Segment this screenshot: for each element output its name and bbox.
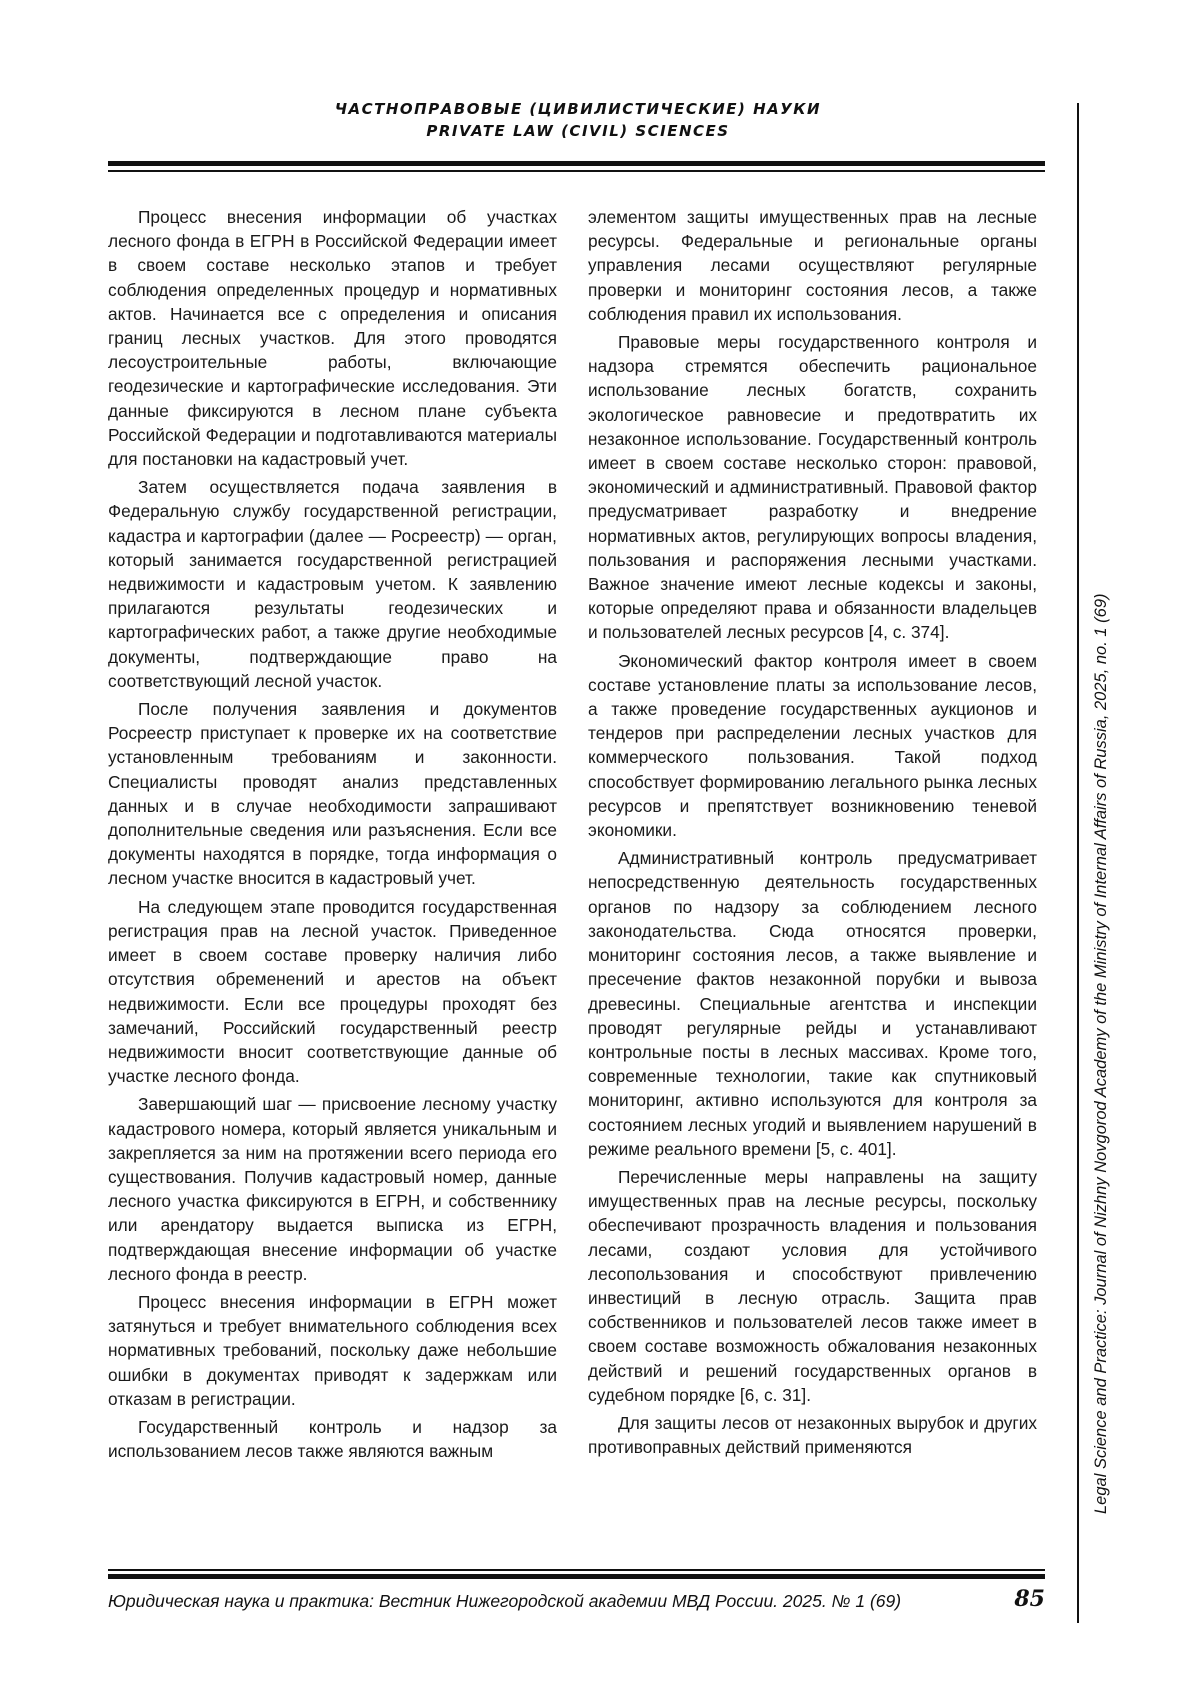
paragraph: На следующем этапе проводится государственная регистрация прав на лесной участок. Приведенное имеет в своем составе проверку наличия либо отсутствия обременений и арестов на объект недвижимости. Если все процедуры проходят без замечаний, Российский государственный реестр недвижимости вносит соответствующие данные об участке лесного фонда. (108, 896, 557, 1087)
paragraph: Административный контроль предусматривает непосредственную деятельность государственных органов по надзору за соблюдением лесного законодательства. Сюда относятся проверки, мониторинг состояния лесов, а также выявление и пресечение фактов незаконной порубки и вывоза древесины. Специальные агентства и инспекции проводят регулярные рейды и устанавливают контрольные посты в лесных массивах. Кроме того, современные технологии, такие как спутниковый мониторинг, активно используются для контроля за состоянием лесных угодий и выявлением нарушений в режиме реального времени [5, с. 401]. (588, 848, 1037, 1159)
right-text-column (588, 205, 1037, 1555)
paragraph: Экономический фактор контроля имеет в своем составе установление платы за использование лесов, а также проведение государственных аукционов и тендеров при распределении лесных участков для коммерческого пользования. Такой подход способствует формированию легального рынка лесных ресурсов и препятствует возникновению теневой экономики. (588, 650, 1037, 841)
left-text-column (108, 205, 557, 1555)
paragraph: После получения заявления и документов Росреестр приступает к проверке их на соответствие установленным требованиям и законности. Специалисты проводят анализ представленных данных и в случае необходимости запрашивают дополнительные сведения или разъяснения. Если все документы находятся в порядке, тогда информация о лесном участке вносится в кадастровый учет. (108, 699, 557, 889)
footer-journal-name: Юридическая наука и практика: Вестник Нижегородской академии МВД России. 2025. № 1 (69) (108, 1591, 902, 1611)
section-title-en: PRIVATE LAW (CIVIL) SCIENCES (426, 122, 730, 140)
paragraph: Процесс внесения информации в ЕГРН может затянуться и требует внимательного соблюдения всех нормативных требований, поскольку даже небольшие ошибки в документах приводят к задержкам или отказам в регистрации. (108, 1291, 557, 1409)
section-title-ru: ЧАСТНОПРАВОВЫЕ (ЦИВИЛИСТИЧЕСКИЕ) НАУКИ (334, 100, 822, 118)
paragraph: Завершающий шаг — присвоение лесному участку кадастрового номера, который является уникальным и закрепляется за ним на протяжении всего периода его существования. Получив кадастровый номер, данные лесного участка фиксируются в ЕГРН, и собственнику или арендатору выдается выписка из ЕГРН, подтверждающая внесение информации об участке лесного фонда в реестр. (108, 1094, 557, 1284)
page-number: 85 (1014, 1586, 1045, 1612)
paragraph: Затем осуществляется подача заявления в Федеральную службу государственной регистрации, кадастра и картографии (далее — Росреестр) — орган, который занимается государственной регистрацией недвижимости и кадастровым учетом. К заявлению прилагаются результаты геодезических и картографических работ, а также другие необходимые документы, подтверждающие право на соответствующий лесной участок. (108, 477, 557, 691)
side-vertical-rule (1077, 103, 1079, 1623)
side-journal-title: Legal Science and Practice: Journal of Nizhny Novgorod Academy of the Ministry of Internal Affairs of Russia, 2025, no. 1 (69) (1092, 593, 1110, 1514)
header-rule-thin (108, 170, 1045, 172)
paragraph: Процесс внесения информации об участках лесного фонда в ЕГРН в Российской Федерации имеет в своем составе несколько этапов и требует соблюдения определенных процедур и нормативных актов. Начинается все с определения и описания границ лесных участков. Для этого проводятся лесоустроительные работы, включающие геодезические и картографические исследования. Эти данные фиксируются в лесном плане субъекта Российской Федерации и подготавливаются материалы для постановки на кадастровый учет. (108, 207, 557, 470)
header-rule-thick (108, 161, 1045, 166)
paragraph: Перечисленные меры направлены на защиту имущественных прав на лесные ресурсы, поскольку обеспечивают прозрачность владения и пользования лесами, создают условия для устойчивого лесопользования и способствуют привлечению инвестиций в лесную отрасль. Защита прав собственников и пользователей лесов также имеет в своем составе возможность обжалования незаконных действий и решений государственных органов в судебном порядке [6, с. 31]. (588, 1166, 1037, 1405)
paragraph-continuation: элементом защиты имущественных прав на лесные ресурсы. Федеральные и региональные органы управления лесами осуществляют регулярные проверки и мониторинг состояния лесов, а также соблюдения правил их использования. (588, 207, 1037, 324)
paragraph: Государственный контроль и надзор за использованием лесов также являются важным (108, 1416, 557, 1462)
footer-rule-thick (108, 1574, 1045, 1579)
paragraph: Для защиты лесов от незаконных вырубок и других противоправных действий применяются (588, 1412, 1037, 1458)
paragraph: Правовые меры государственного контроля и надзора стремятся обеспечить рациональное использование лесных богатств, сохранить экологическое равновесие и предотвратить их незаконное использование. Государственный контроль имеет в своем составе несколько сторон: правовой, экономический и административный. Правовой фактор предусматривает разработку и внедрение нормативных актов, регулирующих вопросы владения, пользования и распоряжения лесными участками. Важное значение имеют лесные кодексы и законы, которые определяют права и обязанности владельцев и пользователей лесных ресурсов [4, с. 374]. (588, 332, 1037, 643)
running-header (108, 98, 1048, 142)
footer-rule-thin (108, 1569, 1045, 1571)
